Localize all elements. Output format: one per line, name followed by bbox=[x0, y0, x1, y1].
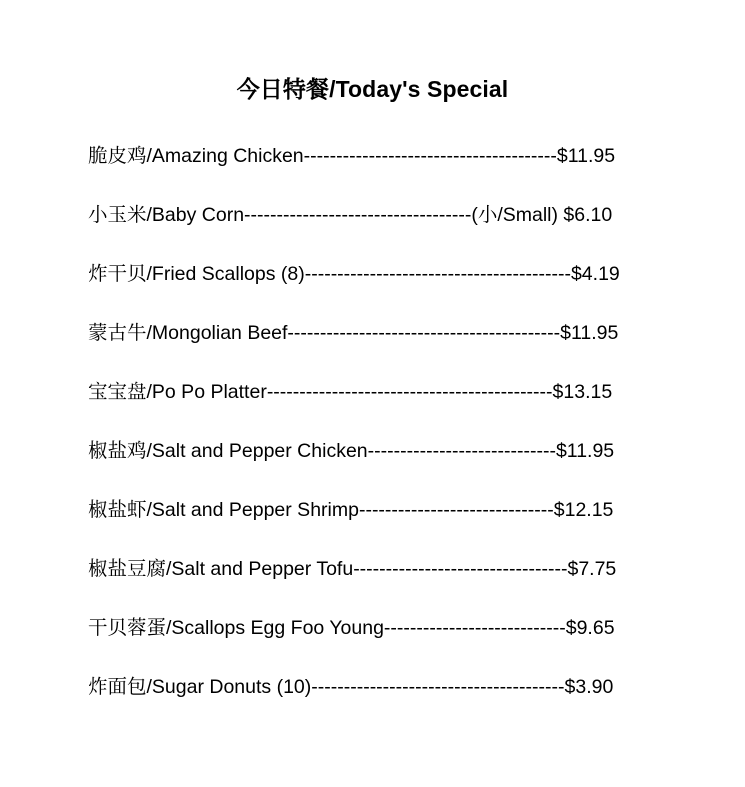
menu-item-fried-scallops: 炸干贝/Fried Scallops (8)-----------------------------------------$4.19 bbox=[88, 263, 620, 285]
menu-item-po-po-platter: 宝宝盘/Po Po Platter--------------------------------------------$13.15 bbox=[88, 381, 613, 403]
menu-item-sugar-donuts: 炸面包/Sugar Donuts (10)---------------------------------------$3.90 bbox=[88, 676, 614, 698]
menu-item-baby-corn: 小玉米/Baby Corn-----------------------------------(小/Small) $6.10 bbox=[88, 204, 613, 226]
special-menu-list bbox=[88, 141, 688, 731]
menu-item-salt-pepper-tofu: 椒盐豆腐/Salt and Pepper Tofu---------------------------------$7.75 bbox=[88, 558, 617, 580]
page-title: 今日特餐/Today's Special bbox=[236, 76, 509, 102]
menu-item-salt-pepper-shrimp: 椒盐虾/Salt and Pepper Shrimp------------------------------$12.15 bbox=[88, 499, 614, 521]
menu-item-salt-pepper-chicken: 椒盐鸡/Salt and Pepper Chicken-----------------------------$11.95 bbox=[88, 440, 615, 462]
menu-item-amazing-chicken: 脆皮鸡/Amazing Chicken---------------------------------------$11.95 bbox=[88, 145, 616, 167]
menu-item-scallops-egg-foo-young: 干贝蓉蛋/Scallops Egg Foo Young----------------------------$9.65 bbox=[88, 617, 615, 639]
menu-item-mongolian-beef: 蒙古牛/Mongolian Beef------------------------------------------$11.95 bbox=[88, 322, 619, 344]
